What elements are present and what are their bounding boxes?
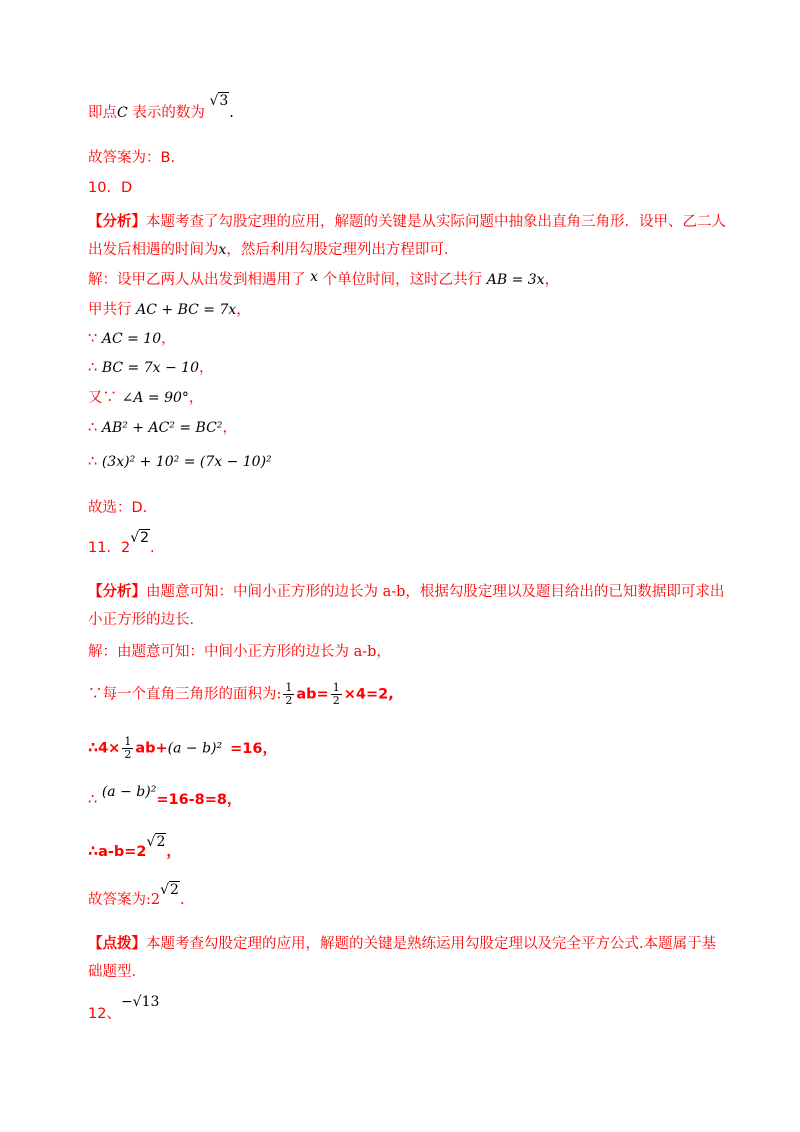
text: 故答案为：B. xyxy=(88,150,176,166)
text: ∴a-b=2 xyxy=(88,844,147,860)
text: ， xyxy=(188,390,204,406)
text: 解：设甲乙两人从出发到相遇用了 xyxy=(88,272,311,288)
solution-line xyxy=(88,736,277,761)
text: ∴ xyxy=(88,792,102,808)
answer-line xyxy=(88,498,147,518)
text: 11．2 xyxy=(88,540,131,556)
solution-line xyxy=(88,834,181,862)
formula: BC = 7x − 10 xyxy=(101,360,199,376)
text: ， xyxy=(544,272,560,288)
answer-line-c xyxy=(88,93,234,123)
text: ab= xyxy=(296,686,329,703)
text: 故答案为:2 xyxy=(88,892,161,908)
text: ， xyxy=(222,420,237,436)
text: 10．D xyxy=(88,180,133,196)
formula: (a − b)² xyxy=(167,740,223,757)
text: 又∵ xyxy=(88,390,122,406)
text: ， xyxy=(166,844,181,860)
solution-line xyxy=(88,418,237,438)
text: ， xyxy=(236,302,251,318)
text: ∴ xyxy=(88,360,102,376)
fraction: $\frac{1}{2}$ xyxy=(332,681,340,707)
solution-line xyxy=(88,329,176,349)
text: ∵ xyxy=(88,331,102,347)
fraction: $\frac{1}{2}$ xyxy=(285,681,293,707)
text: ∴ xyxy=(88,454,102,470)
sqrt-2: √2 xyxy=(130,530,150,546)
formula: AC + BC = 7x xyxy=(136,302,237,318)
fraction: $\frac{1}{2}$ xyxy=(124,735,132,761)
sqrt-2: √2 xyxy=(160,882,179,898)
analysis-paragraph-11 xyxy=(88,578,728,634)
tip-tag: 【点拨】 xyxy=(88,935,146,952)
text: =16-8=8， xyxy=(156,792,242,808)
text: ∵每一个直角三角形的面积为: xyxy=(88,686,282,703)
solution-line xyxy=(88,300,251,320)
text: 甲共行 xyxy=(88,302,137,318)
analysis-tag: 【分析】 xyxy=(88,213,146,230)
solution-line xyxy=(88,270,559,290)
var-x: x xyxy=(218,242,227,258)
text: 本题考查勾股定理的应用，解题的关键是熟练运用勾股定理以及完全平方公式.本题属于基础题型． xyxy=(88,936,717,980)
text: ×4=2, xyxy=(343,686,394,703)
text: ∴4× xyxy=(88,740,121,757)
text: ，然后利用勾股定理列出方程即可． xyxy=(226,242,459,258)
sqrt-3: √3 xyxy=(209,93,229,109)
text: ， xyxy=(161,331,176,347)
text: 由题意可知：中间小正方形的边长为 a-b，根据勾股定理以及题目给出的已知数据即可求出小正方形的边长． xyxy=(88,584,725,628)
text: 即点 xyxy=(88,105,117,121)
solution-line xyxy=(88,358,213,378)
formula: AB = 3x xyxy=(486,272,545,288)
text: . xyxy=(150,540,155,556)
question-number-10 xyxy=(88,178,132,198)
sqrt-2: √2 xyxy=(146,834,166,850)
text: . xyxy=(179,892,185,908)
text: 解：由题意可知：中间小正方形的边长为 a-b， xyxy=(88,644,391,660)
solution-line xyxy=(88,682,394,707)
solution-line xyxy=(88,784,242,810)
question-number-11 xyxy=(88,530,155,558)
var-x: x xyxy=(310,269,319,285)
formula: AC = 10 xyxy=(101,331,162,347)
analysis-paragraph-10 xyxy=(88,208,728,264)
analysis-tag: 【分析】 xyxy=(88,583,146,600)
text: 表示的数为 xyxy=(127,105,210,121)
solution-line xyxy=(88,642,391,662)
text: ab+ xyxy=(135,740,168,757)
formula: (a − b)² xyxy=(101,784,157,800)
answer-line xyxy=(88,148,175,168)
answer-line xyxy=(88,882,185,910)
text: ， xyxy=(198,360,214,376)
formula: (3x)² + 10² = (7x − 10)² xyxy=(101,454,272,470)
text: 个单位时间，这时乙共行 xyxy=(318,272,487,288)
tip-paragraph xyxy=(88,930,728,986)
solution-line xyxy=(88,388,203,408)
text: ∴ xyxy=(88,420,102,436)
text: 故选：D. xyxy=(88,500,148,516)
formula: ∠A = 90° xyxy=(121,390,189,406)
text: 12、 xyxy=(88,1006,121,1022)
text: 本题考查了勾股定理的应用，解题的关键是从实际问题中抽象出直角三角形．设甲、乙二人出发后相遇的时间为 xyxy=(88,214,726,258)
formula: AB² + AC² = BC² xyxy=(101,420,223,436)
question-number-12 xyxy=(88,994,160,1024)
formula: −√13 xyxy=(120,994,160,1010)
text: . xyxy=(229,105,234,121)
text: =16， xyxy=(230,740,277,757)
solution-line xyxy=(88,452,272,472)
var-c: C xyxy=(117,105,128,121)
